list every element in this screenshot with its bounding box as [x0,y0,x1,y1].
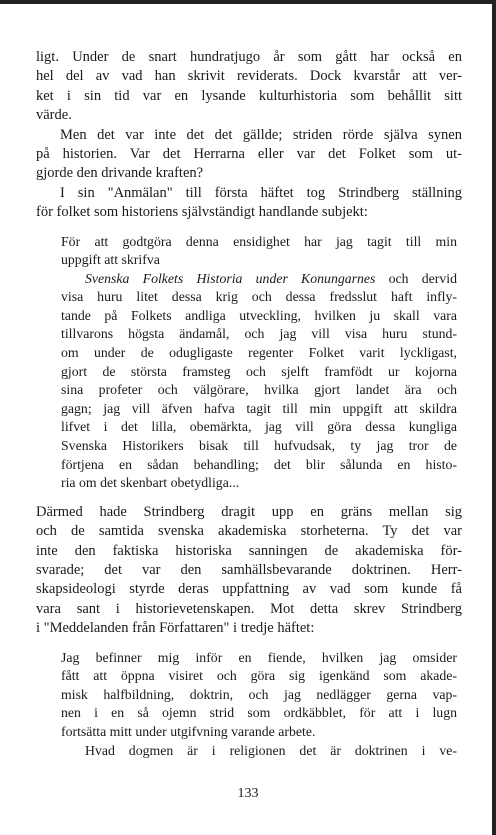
text-line: i "Meddelanden från Författaren" i tredje häftet: [36,620,315,637]
text-line: Men det var inte det det gällde; striden rörde själva synen [60,126,462,143]
quote-line: nen i en så ojemn strid som ordkäbblet, för att i lugn [61,705,457,721]
block-quote [36,649,462,761]
text-line: på historien. Var det Herrarna eller var det Folket som ut- [36,145,462,162]
text-line: hel del av vad han skrivit reviderats. Dock kvarstår att ver- [36,68,462,85]
body-paragraph [36,503,462,639]
page-number: 133 [237,786,259,801]
text-line: skapsideologi styrde deras uppfattning av vad som kunde få [36,581,462,598]
quote-line: om under de odugligaste regenter Folket varit lyckligast, [61,345,457,361]
text-line: värde. [36,107,72,124]
quote-line: sina profeter och välgörare, hvilka gjort landet ära och [61,382,457,398]
body-paragraph [36,184,462,223]
quote-line: fått att öppna visiret och göra sig igenkänd som akade- [61,668,457,684]
scan-edge-top [0,0,496,4]
quote-line: gagn; jag vill äfven hafva tagit till min uppgift att skildra [61,400,457,416]
quote-line: förtjena en sådan behandling; det blir sålunda en histo- [61,456,457,472]
text-line: ket i sin tid var en lysande kulturhistoria som behållit sitt [36,87,462,104]
quote-line: För att godtgöra denna ensidighet har jag tagit till min [61,233,457,249]
quote-line: Hvad dogmen är i religionen det är doktrinen i ve- [85,742,457,758]
text-line: för folket som historiens självständigt handlande subjekt: [36,204,368,221]
quote-line [61,270,457,289]
text-line: ligt. Under de snart hundratjugo år som gått har också en [36,49,462,65]
quote-line: misk halfbildning, doktrin, och jag nedlägger gerna vap- [61,686,457,702]
block-quote [36,233,462,493]
text-line: och de samtida svenska akademiska storheterna. Ty det var [36,523,462,540]
quote-line: tillvarons högsta ändamål, och jag vill visa huru stund- [61,326,457,342]
quote-line: tande på Folkets andliga utveckling, hvilken ju skall vara [61,307,457,323]
quote-line: lifvet i det lilla, obemärkta, jag vill göra dessa kungliga [61,419,457,435]
text-line: vara sant i historievetenskapen. Mot detta skrev Strindberg [36,600,462,617]
text-line: Därmed hade Strindberg dragit upp en gräns mellan sig [36,503,462,520]
text-line: inte den faktiska historiska sanningen de akademiska för- [36,542,462,559]
text-line: gjorde den drivande kraften? [36,165,204,182]
quote-line: visa huru litet dessa krig och dessa fredsslut haft infly- [61,289,457,305]
quote-line: gjort de största framsteg och sjelft framfödt ur kojorna [61,363,457,379]
scan-edge-right [492,0,496,835]
quote-line: Jag befinner mig inför en fiende, hvilken jag omsider [61,649,457,665]
text-line: svarade; det var den samhällsbevarande doktrinen. Herr- [36,562,462,578]
body-paragraph [36,126,462,184]
page-body [36,48,462,760]
quote-line: ria om det skenbart obetydliga... [61,475,240,491]
quote-line: uppgift att skrifva [61,252,160,268]
quote-line-rest: och dervid [375,270,457,286]
quote-line: fortsätta mitt under utgifvning varande arbete. [61,723,316,739]
text-line: I sin "Anmälan" till första häftet tog Strindberg ställning [60,184,462,201]
body-paragraph [36,48,462,126]
quote-line: Svenska Historikers bisak till hufvudsak, ty jag tror de [61,438,457,454]
book-title: Svenska Folkets Historia under Konungarnes [85,270,376,286]
